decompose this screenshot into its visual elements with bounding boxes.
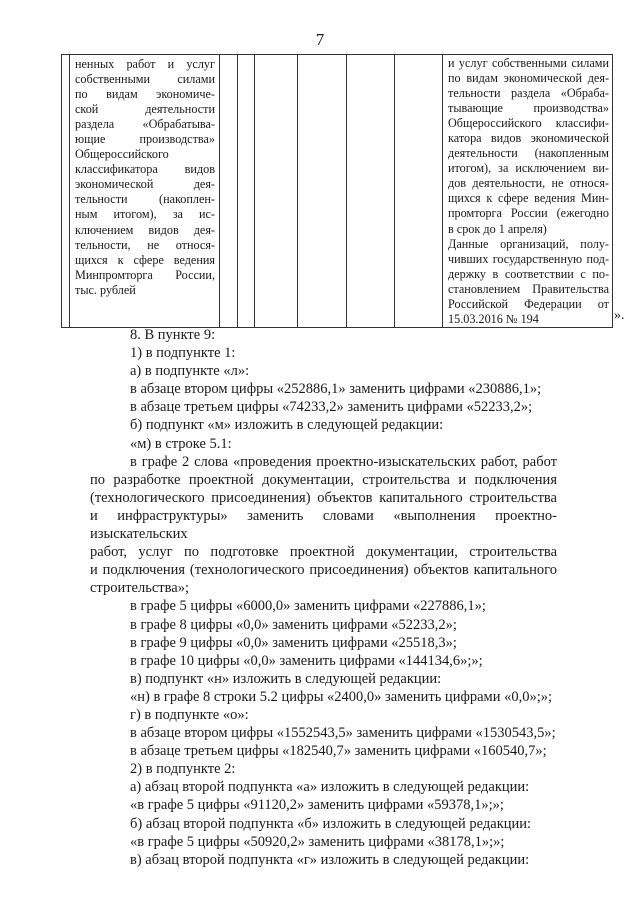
indicator-name-line: тельности, не относя- bbox=[75, 237, 215, 252]
text-line: б) подпункт «м» изложить в следующей редакции: bbox=[130, 417, 444, 434]
data-source-line: Данные организаций, полу- bbox=[448, 236, 609, 251]
text-line: (технологического присоединения) объектов капитального строительства bbox=[90, 489, 557, 506]
data-source-line: Российской Федерации от bbox=[448, 296, 609, 311]
text-line: б) абзац второй подпункта «б» изложить в следующей редакции: bbox=[130, 815, 532, 832]
data-source-line: Общероссийского классифи- bbox=[448, 116, 609, 131]
data-source-line: тельности раздела «Обраба- bbox=[448, 86, 609, 101]
data-source-line: чивших государственную под- bbox=[448, 251, 609, 266]
data-source-line: становлением Правительства bbox=[448, 281, 609, 296]
data-source-line: дов деятельности, не относя- bbox=[448, 176, 609, 191]
data-source-line: держку в соответствии с по- bbox=[448, 266, 609, 281]
indicator-name-line: ненных работ и услуг bbox=[75, 57, 215, 71]
indicator-name-line: ской деятельности bbox=[75, 102, 215, 117]
table-row bbox=[62, 55, 613, 328]
data-source-line: итогом), за исключением ви- bbox=[448, 161, 609, 176]
indicator-name-line: тельности (накоплен- bbox=[75, 192, 215, 207]
table-cell-empty bbox=[238, 55, 255, 328]
indicator-name-line: по видам экономиче- bbox=[75, 87, 215, 102]
table-cell-empty bbox=[255, 55, 298, 328]
text-line: «в графе 5 цифры «50920,2» заменить цифрами «38178,1»;»; bbox=[130, 833, 505, 850]
indicator-name-line: экономической дея- bbox=[75, 177, 215, 192]
text-line: в графе 10 цифры «0,0» заменить цифрами «144134,6»;»; bbox=[130, 652, 483, 669]
text-line: строительства»; bbox=[90, 580, 189, 597]
data-source-line: катора видов экономической bbox=[448, 131, 609, 146]
text-line: в абзаце втором цифры «252886,1» заменить цифрами «230886,1»; bbox=[130, 381, 542, 398]
indicator-name-line: щихся к сфере ведения bbox=[75, 252, 215, 267]
text-line: в графе 2 слова «проведения проектно-изыскательских работ, работ bbox=[130, 453, 557, 470]
text-line: работ, услуг по подготовке проектной документации, строительства bbox=[90, 544, 557, 561]
text-line: и инфраструктуры» заменить словами «выполнения проектно-изыскательских bbox=[90, 507, 557, 543]
text-line: «в графе 5 цифры «91120,2» заменить цифрами «59378,1»;»; bbox=[130, 797, 504, 814]
table-cell-empty bbox=[395, 55, 443, 328]
text-line: 2) в подпункте 2: bbox=[130, 761, 236, 778]
data-source-line: по видам экономической дея- bbox=[448, 71, 609, 86]
text-line: в графе 8 цифры «0,0» заменить цифрами «52233,2»; bbox=[130, 616, 457, 633]
indicator-name-line: классификатора видов bbox=[75, 162, 215, 177]
data-source-line: 15.03.2016 № 194 bbox=[448, 311, 539, 326]
data-source-line: деятельности (накопленным bbox=[448, 146, 609, 161]
closing-quote-mark: ». bbox=[614, 308, 625, 323]
data-source-cell bbox=[443, 55, 613, 328]
text-line: «н) в графе 8 строки 5.2 цифры «2400,0» заменить цифрами «0,0»;»; bbox=[130, 688, 553, 705]
data-source-line: и услуг собственными силами bbox=[448, 56, 609, 70]
text-line: «м) в строке 5.1: bbox=[130, 435, 232, 452]
text-line: 8. В пункте 9: bbox=[130, 327, 216, 343]
table-cell-empty bbox=[347, 55, 395, 328]
text-line: в графе 5 цифры «6000,0» заменить цифрами «227886,1»; bbox=[130, 598, 486, 615]
text-line: а) в подпункте «л»: bbox=[130, 363, 250, 380]
text-line: в) абзац второй подпункта «г» изложить в следующей редакции: bbox=[130, 851, 530, 868]
continuation-table bbox=[61, 54, 613, 328]
indicator-name-line: ным итогом), за ис- bbox=[75, 207, 215, 222]
indicator-name-line: собственными силами bbox=[75, 72, 215, 87]
data-source-line: щихся к сфере ведения Мин- bbox=[448, 191, 609, 206]
text-line: в абзаце третьем цифры «74233,2» заменить цифрами «52233,2»; bbox=[130, 399, 533, 416]
indicator-name-line: Общероссийского bbox=[75, 147, 169, 162]
amendment-text bbox=[90, 326, 557, 869]
text-line: в графе 9 цифры «0,0» заменить цифрами «25518,3»; bbox=[130, 634, 457, 651]
text-line: в) подпункт «н» изложить в следующей редакции: bbox=[130, 670, 442, 687]
text-line: и подключения (технологического присоединения) объектов капитального bbox=[90, 562, 557, 579]
indicator-name-line: тыс. рублей bbox=[75, 282, 136, 297]
data-source-line: в срок до 1 апреля) bbox=[448, 221, 547, 236]
indicator-name-line: раздела «Обрабатыва- bbox=[75, 117, 215, 132]
data-source-line: промторга России (ежегодно bbox=[448, 206, 609, 221]
data-source-line: тывающие производства» bbox=[448, 101, 609, 116]
text-line: по разработке проектной документации, строительства и подключения bbox=[90, 471, 557, 488]
text-line: в абзаце втором цифры «1552543,5» заменить цифрами «1530543,5»; bbox=[130, 725, 556, 742]
table-cell-empty bbox=[220, 55, 238, 328]
indicator-name-line: ющие производства» bbox=[75, 132, 215, 147]
table-cell-number bbox=[62, 55, 70, 328]
page-number: 7 bbox=[315, 30, 325, 49]
text-line: а) абзац второй подпункта «а» изложить в следующей редакции: bbox=[130, 779, 530, 796]
text-line: г) в подпункте «о»: bbox=[130, 706, 249, 723]
text-line: в абзаце третьем цифры «182540,7» заменить цифрами «160540,7»; bbox=[130, 743, 547, 760]
table-cell-empty bbox=[298, 55, 347, 328]
indicator-name-line: ключением видов дея- bbox=[75, 222, 215, 237]
text-line: 1) в подпункте 1: bbox=[130, 345, 236, 362]
indicator-name-cell bbox=[70, 55, 220, 328]
indicator-name-line: Минпромторга России, bbox=[75, 267, 215, 282]
